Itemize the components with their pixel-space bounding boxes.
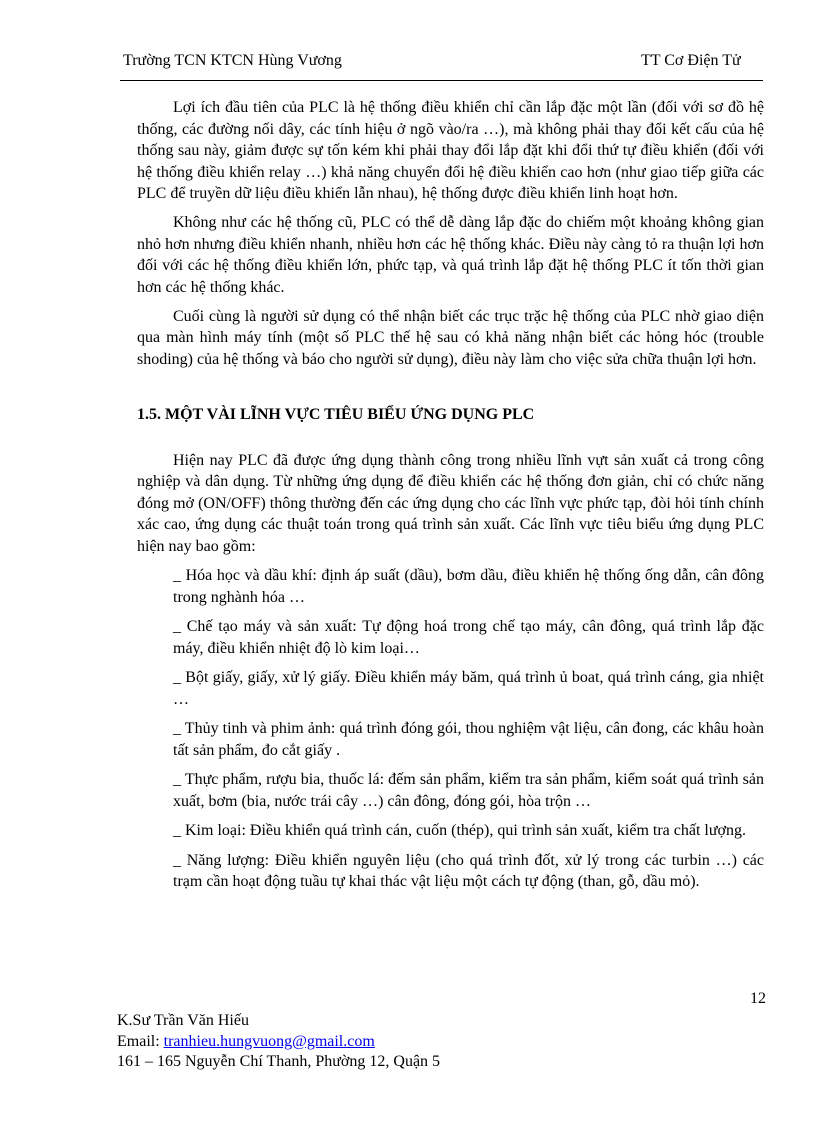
header-department: TT Cơ Điện Tử	[641, 52, 741, 69]
email-link[interactable]: tranhieu.hungvuong@gmail.com	[163, 1032, 375, 1050]
list-item-chemistry: _ Hóa học và dầu khí: định áp suất (dầu), bơm dầu, điều khiển hệ thống ống dẫn, cân đông trong nghành hóa …	[173, 567, 764, 606]
list-item-food-beverage: _ Thực phẩm, rượu bia, thuốc lá: đếm sản phẩm, kiểm tra sản phẩm, kiểm soát quá trình sản xuất, bơm (bia, nước trái cây …) cân đông, đóng gói, hòa trộn …	[173, 771, 764, 810]
footer-email-line	[117, 1032, 440, 1053]
list-item-paper: _ Bột giấy, giấy, xử lý giấy. Điều khiển máy băm, quá trình ủ boat, quá trình cáng, gia nhiệt …	[173, 669, 764, 708]
footer-email-label: Email:	[117, 1032, 164, 1050]
paragraph-installation: Không như các hệ thống cũ, PLC có thể dễ dàng lắp đặc do chiếm một khoảng không gian nhỏ hơn nhưng điều khiển nhanh, nhiều hơn các hệ thống khác. Điều này càng tỏ ra thuận lợi hơn đối với các hệ thống điều khiển lớn, phức tạp, và quá trình lắp đặt hệ thống PLC ít tốn thời gian hơn các hệ thống khác.	[137, 214, 764, 296]
header-divider	[120, 80, 763, 81]
list-item-machinery: _ Chế tạo máy và sản xuất: Tự động hoá trong chế tạo máy, cân đông, quá trình lắp đặc máy, điều khiển nhiệt độ lò kim loại…	[173, 618, 764, 657]
list-item-glass-film: _ Thủy tinh và phim ảnh: quá trình đóng gói, thou nghiệm vật liệu, cân đong, các khâu hoàn tất sản phẩm, đo cắt giấy .	[173, 720, 764, 759]
paragraph-benefits: Lợi ích đầu tiên của PLC là hệ thống điều khiển chỉ cần lắp đặc một lần (đối với sơ đồ hệ thống, các đường nối dây, các tính hiệu ở ngõ vào/ra …), mà không phải thay đổi kết cấu của hệ thống sau này, giảm được sự tốn kém khi phải thay đổi lắp đặt khi đổi thứ tự điều khiển (đối với hệ thống điều khiển relay …) khả năng chuyển đổi hệ điều khiển cao hơn (như giao tiếp giữa các PLC để truyền dữ liệu điều khiển lẫn nhau), hệ thống được điều khiển linh hoạt hơn.	[137, 99, 764, 202]
footer-author: K.Sư Trần Văn Hiếu	[117, 1012, 249, 1029]
header-school: Trường TCN KTCN Hùng Vương	[123, 52, 342, 69]
list-item-metal: _ Kim loại: Điều khiển quá trình cán, cuốn (thép), qui trình sản xuất, kiểm tra chất lượng.	[173, 822, 746, 840]
footer-address: 161 – 165 Nguyễn Chí Thanh, Phường 12, Quận 5	[117, 1053, 441, 1070]
section-heading: 1.5. MỘT VÀI LĨNH VỰC TIÊU BIỂU ỨNG DỤNG PLC	[137, 406, 535, 424]
document-body	[137, 97, 764, 901]
list-item-energy: _ Năng lượng: Điều khiển nguyên liệu (cho quá trình đốt, xử lý trong các turbin …) các trạm cần hoạt động tuầu tự khai thác vật liệu một cách tự động (than, gỗ, dầu mỏ).	[173, 851, 764, 891]
footer	[117, 1011, 440, 1073]
page-number: 12	[750, 990, 766, 1007]
paragraph-troubleshooting: Cuối cùng là người sử dụng có thể nhận biết các trục trặc hệ thống của PLC nhờ giao diện qua màn hình máy tính (một số PLC thế hệ sau có khả năng nhận biết các hỏng hóc (trouble shoding) của hệ thống và báo cho người sử dụng), điều này làm cho việc sửa chữa thuận lợi hơn.	[137, 307, 764, 368]
section-intro: Hiện nay PLC đã được ứng dụng thành công trong nhiều lĩnh vựt sản xuất cả trong công nghiệp và dân dụng. Từ những ứng dụng để điều khiển các hệ thống đơn giản, chỉ có chức năng đóng mở (ON/OFF) thông thường đến các ứng dụng cho các lĩnh vực phức tạp, đòi hỏi tính chính xác cao, ứng dụng các thuật toán trong quá trình sản xuất. Các lĩnh vực tiêu biểu ứng dụng PLC hiện nay bao gồm:	[137, 451, 764, 555]
